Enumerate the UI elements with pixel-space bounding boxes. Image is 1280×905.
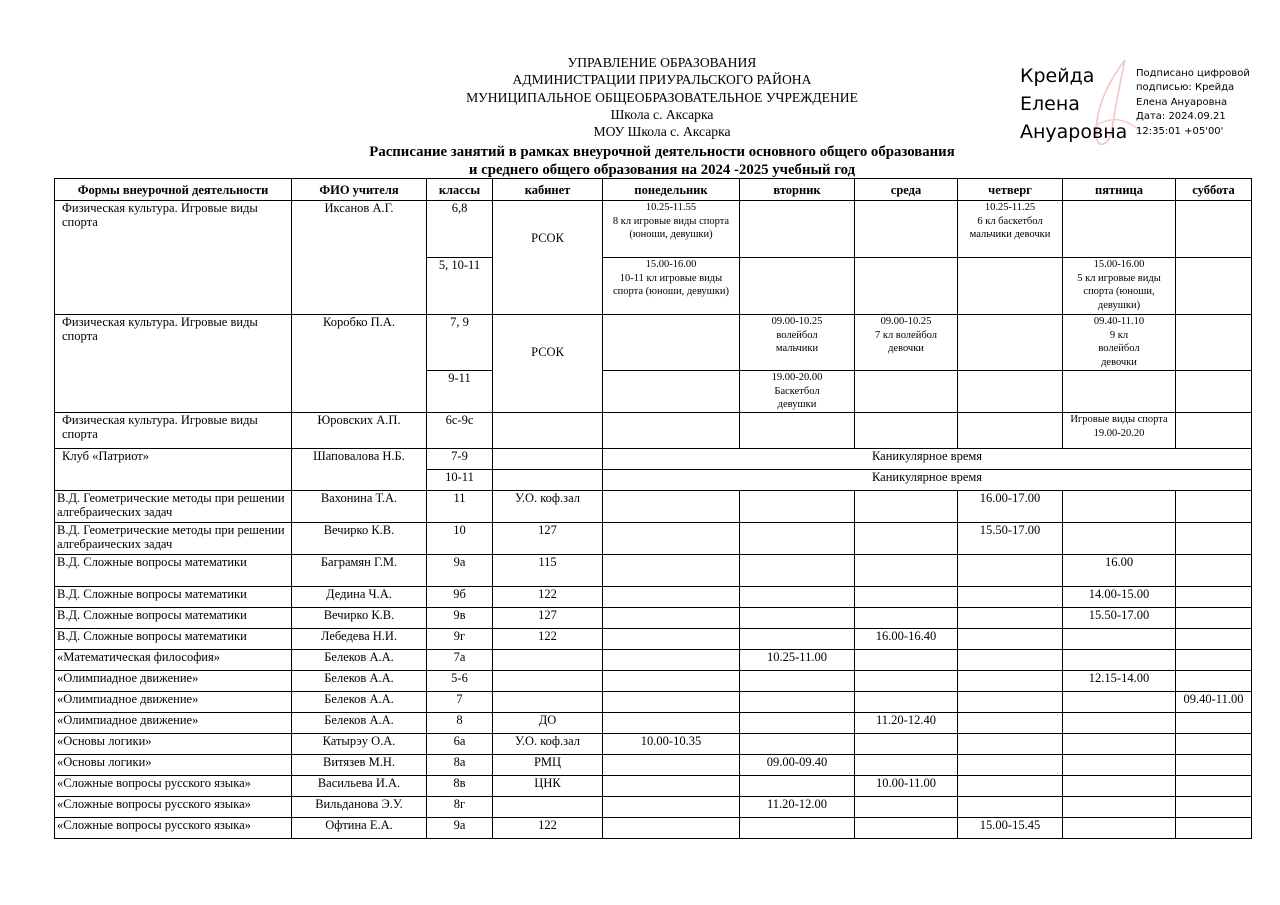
cell-saturday [1176,734,1252,755]
signature-info-line: подписью: Крейда [1136,82,1235,94]
cell-friday [1063,491,1176,523]
table-row [55,755,1252,776]
cell-form: Физическая культура. Игровые виды спорта [55,201,292,315]
table-row [55,201,1252,258]
cell-form: «Олимпиадное движение» [55,713,292,734]
cell-teacher: Белеков А.А. [292,650,427,671]
cell-friday: 15.50-17.00 [1063,608,1176,629]
cell-saturday [1176,755,1252,776]
cell-wednesday [855,523,958,555]
cell-saturday [1176,491,1252,523]
cell-classes: 8в [427,776,493,797]
cell-saturday: 09.40-11.00 [1176,692,1252,713]
col-header-tuesday: вторник [740,179,855,201]
cell-teacher: Лебедева Н.И. [292,629,427,650]
cell-wednesday [855,755,958,776]
cell-saturday [1176,555,1252,587]
cell-wednesday [855,671,958,692]
cell-monday [603,587,740,608]
cell-room: 122 [493,587,603,608]
cell-classes: 9г [427,629,493,650]
cell-classes: 7а [427,650,493,671]
cell-teacher: Дедина Ч.А. [292,587,427,608]
cell-classes: 9а [427,555,493,587]
cell-wednesday [855,734,958,755]
cell-tuesday [740,818,855,839]
cell-tuesday [740,523,855,555]
cell-saturday [1176,818,1252,839]
title-line-1: Расписание занятий в рамках внеурочной деятельности основного общего образования [369,144,955,160]
cell-teacher: Офтина Е.А. [292,818,427,839]
cell-thursday: 15.00-15.45 [958,818,1063,839]
cell-wednesday: 11.20-12.40 [855,713,958,734]
cell-monday [603,523,740,555]
cell-saturday [1176,413,1252,449]
cell-form: «Олимпиадное движение» [55,692,292,713]
signature-info-line: 12:35:01 +05'00' [1136,125,1224,137]
cell-classes: 8а [427,755,493,776]
table-row [55,608,1252,629]
cell-friday [1063,818,1176,839]
cell-form: «Сложные вопросы русского языка» [55,797,292,818]
cell-form: В.Д. Сложные вопросы математики [55,608,292,629]
cell-friday [1063,692,1176,713]
cell-friday [1063,629,1176,650]
cell-wednesday [855,692,958,713]
table-row [55,449,1252,470]
cell-thursday [958,371,1063,413]
cell-room [493,671,603,692]
signature-info-line: Дата: 2024.09.21 [1136,111,1226,123]
cell-room: У.О. коф.зал [493,734,603,755]
cell-tuesday [740,608,855,629]
cell-friday [1063,713,1176,734]
cell-classes: 7-9 [427,449,493,470]
cell-monday [603,371,740,413]
signature-info-line: Подписано цифровой [1136,68,1250,79]
cell-monday [603,315,740,371]
cell-wednesday [855,587,958,608]
cell-monday [603,555,740,587]
header-line: АДМИНИСТРАЦИИ ПРИУРАЛЬСКОГО РАЙОНА [512,72,812,88]
cell-teacher: Вильданова Э.У. [292,797,427,818]
document-header [262,54,1062,140]
cell-tuesday [740,629,855,650]
cell-tuesday: 10.25-11.00 [740,650,855,671]
cell-monday: 10.25-11.55 8 кл игровые виды спорта (юноши, девушки) [603,201,740,258]
cell-classes: 6а [427,734,493,755]
cell-friday [1063,776,1176,797]
cell-classes: 9в [427,608,493,629]
cell-classes: 9б [427,587,493,608]
cell-teacher: Юровских А.П. [292,413,427,449]
cell-classes: 6,8 [427,201,493,258]
cell-teacher: Шаповалова Н.Б. [292,449,427,491]
col-header-classes: классы [427,179,493,201]
cell-teacher: Васильева И.А. [292,776,427,797]
cell-teacher: Вахонина Т.А. [292,491,427,523]
cell-thursday [958,734,1063,755]
table-row [55,491,1252,523]
cell-saturday [1176,258,1252,315]
signature-name-line: Ануаровна [1020,121,1128,143]
cell-form: Физическая культура. Игровые виды спорта [55,315,292,413]
cell-form: «Основы логики» [55,755,292,776]
cell-thursday [958,315,1063,371]
cell-saturday [1176,201,1252,258]
cell-wednesday [855,258,958,315]
cell-friday: 14.00-15.00 [1063,587,1176,608]
cell-room: ДО [493,713,603,734]
cell-friday [1063,201,1176,258]
cell-monday [603,776,740,797]
cell-thursday [958,671,1063,692]
schedule-table [54,178,1252,839]
cell-teacher: Вечирко К.В. [292,523,427,555]
cell-thursday [958,755,1063,776]
cell-tuesday [740,258,855,315]
table-row [55,671,1252,692]
col-header-friday: пятница [1063,179,1176,201]
cell-wednesday [855,818,958,839]
cell-tuesday: 09.00-10.25 волейбол мальчики [740,315,855,371]
cell-room: 115 [493,555,603,587]
cell-tuesday [740,413,855,449]
cell-tuesday: 11.20-12.00 [740,797,855,818]
cell-wednesday [855,608,958,629]
cell-holiday-note: Каникулярное время [603,470,1252,491]
table-row [55,555,1252,587]
cell-teacher: Иксанов А.Г. [292,201,427,315]
table-row [55,413,1252,449]
cell-teacher: Белеков А.А. [292,692,427,713]
cell-wednesday: 09.00-10.25 7 кл волейбол девочки [855,315,958,371]
cell-thursday [958,608,1063,629]
cell-friday [1063,734,1176,755]
table-row [55,776,1252,797]
table-row [55,523,1252,555]
digital-signature-info [1136,67,1250,139]
cell-tuesday: 19.00-20.00 Баскетбол девушки [740,371,855,413]
cell-monday [603,671,740,692]
cell-wednesday [855,371,958,413]
table-row [55,818,1252,839]
table-row [55,315,1252,371]
cell-thursday [958,629,1063,650]
cell-wednesday [855,491,958,523]
cell-tuesday [740,587,855,608]
cell-room: ЦНК [493,776,603,797]
cell-monday [603,413,740,449]
cell-wednesday [855,555,958,587]
cell-teacher: Катырэу О.А. [292,734,427,755]
cell-monday [603,755,740,776]
title-line-2: и среднего общего образования на 2024 -2025 учебный год [468,162,856,178]
cell-thursday [958,587,1063,608]
col-header-wednesday: среда [855,179,958,201]
cell-room [493,650,603,671]
cell-classes: 5-6 [427,671,493,692]
cell-classes: 11 [427,491,493,523]
cell-saturday [1176,587,1252,608]
digital-signature-name [1020,62,1127,146]
cell-classes: 6с-9с [427,413,493,449]
cell-form: В.Д. Сложные вопросы математики [55,587,292,608]
col-header-room: кабинет [493,179,603,201]
cell-tuesday [740,734,855,755]
cell-monday [603,650,740,671]
cell-monday [603,692,740,713]
cell-room [493,470,603,491]
cell-thursday [958,776,1063,797]
signature-info-line: Елена Ануаровна [1136,96,1228,108]
table-row [55,629,1252,650]
cell-room: У.О. коф.зал [493,491,603,523]
cell-saturday [1176,523,1252,555]
cell-tuesday: 09.00-09.40 [740,755,855,776]
cell-form: Физическая культура. Игровые виды спорта [55,413,292,449]
cell-thursday [958,555,1063,587]
cell-wednesday: 16.00-16.40 [855,629,958,650]
cell-thursday: 10.25-11.25 6 кл баскетбол мальчики девочки [958,201,1063,258]
cell-form: Клуб «Патриот» [55,449,292,491]
cell-tuesday [740,491,855,523]
col-header-form: Формы внеурочной деятельности [55,179,292,201]
cell-form: В.Д. Сложные вопросы математики [55,555,292,587]
cell-wednesday [855,650,958,671]
cell-thursday [958,258,1063,315]
signature-name-line: Крейда [1020,65,1095,87]
cell-friday: 15.00-16.00 5 кл игровые виды спорта (юноши, девушки) [1063,258,1176,315]
cell-friday [1063,650,1176,671]
cell-thursday [958,650,1063,671]
header-line: Школа с. Аксарка [610,106,714,122]
table-row [55,734,1252,755]
cell-tuesday [740,692,855,713]
header-line: УПРАВЛЕНИЕ ОБРАЗОВАНИЯ [567,55,757,70]
cell-classes: 7 [427,692,493,713]
cell-monday [603,818,740,839]
cell-classes: 7, 9 [427,315,493,371]
cell-room: РМЦ [493,755,603,776]
cell-classes: 5, 10-11 [427,258,493,315]
cell-saturday [1176,315,1252,371]
cell-form: «Математическая философия» [55,650,292,671]
cell-monday [603,608,740,629]
cell-wednesday [855,413,958,449]
cell-friday: Игровые виды спорта 19.00-20.20 [1063,413,1176,449]
cell-thursday: 15.50-17.00 [958,523,1063,555]
cell-saturday [1176,776,1252,797]
cell-monday: 15.00-16.00 10-11 кл игровые виды спорта (юноши, девушки) [603,258,740,315]
cell-friday [1063,523,1176,555]
cell-friday: 16.00 [1063,555,1176,587]
cell-classes: 9-11 [427,371,493,413]
cell-form: «Основы логики» [55,734,292,755]
cell-form: В.Д. Сложные вопросы математики [55,629,292,650]
cell-monday [603,629,740,650]
cell-room [493,692,603,713]
cell-thursday [958,692,1063,713]
cell-classes: 8г [427,797,493,818]
table-header-row [55,179,1252,201]
cell-form: В.Д. Геометрические методы при решении алгебраических задач [55,491,292,523]
cell-monday [603,491,740,523]
cell-room: 122 [493,818,603,839]
cell-saturday [1176,608,1252,629]
cell-form: «Сложные вопросы русского языка» [55,776,292,797]
cell-wednesday [855,201,958,258]
cell-teacher: Баграмян Г.М. [292,555,427,587]
cell-friday [1063,371,1176,413]
cell-tuesday [740,671,855,692]
cell-friday [1063,755,1176,776]
table-row [55,797,1252,818]
cell-room: 127 [493,608,603,629]
cell-friday: 12.15-14.00 [1063,671,1176,692]
cell-friday: 09.40-11.10 9 кл волейбол девочки [1063,315,1176,371]
cell-friday [1063,797,1176,818]
cell-form: «Олимпиадное движение» [55,671,292,692]
cell-teacher: Витязев М.Н. [292,755,427,776]
cell-teacher: Коробко П.А. [292,315,427,413]
col-header-saturday: суббота [1176,179,1252,201]
cell-saturday [1176,797,1252,818]
cell-tuesday [740,776,855,797]
col-header-monday: понедельник [603,179,740,201]
cell-wednesday [855,797,958,818]
cell-thursday [958,797,1063,818]
cell-monday [603,713,740,734]
cell-classes: 8 [427,713,493,734]
cell-form: В.Д. Геометрические методы при решении алгебраических задач [55,523,292,555]
cell-classes: 9а [427,818,493,839]
cell-teacher: Вечирко К.В. [292,608,427,629]
col-header-teacher: ФИО учителя [292,179,427,201]
cell-thursday [958,713,1063,734]
col-header-thursday: четверг [958,179,1063,201]
cell-room: 122 [493,629,603,650]
cell-saturday [1176,629,1252,650]
cell-monday [603,797,740,818]
cell-room: 127 [493,523,603,555]
table-row [55,587,1252,608]
cell-room [493,413,603,449]
table-row [55,713,1252,734]
cell-classes: 10 [427,523,493,555]
cell-saturday [1176,371,1252,413]
cell-form: «Сложные вопросы русского языка» [55,818,292,839]
cell-tuesday [740,201,855,258]
cell-holiday-note: Каникулярное время [603,449,1252,470]
cell-saturday [1176,713,1252,734]
cell-monday: 10.00-10.35 [603,734,740,755]
cell-tuesday [740,555,855,587]
cell-classes: 10-11 [427,470,493,491]
signature-name-line: Елена [1020,93,1080,115]
cell-teacher: Белеков А.А. [292,713,427,734]
cell-wednesday: 10.00-11.00 [855,776,958,797]
cell-tuesday [740,713,855,734]
cell-saturday [1176,650,1252,671]
cell-thursday [958,413,1063,449]
cell-room [493,449,603,470]
cell-saturday [1176,671,1252,692]
cell-teacher: Белеков А.А. [292,671,427,692]
header-line: МОУ Школа с. Аксарка [593,124,731,140]
document-title [262,143,1062,179]
cell-room: РСОК [493,201,603,315]
cell-room [493,797,603,818]
table-row [55,692,1252,713]
table-row [55,650,1252,671]
cell-thursday: 16.00-17.00 [958,491,1063,523]
header-line: МУНИЦИПАЛЬНОЕ ОБЩЕОБРАЗОВАТЕЛЬНОЕ УЧРЕЖДЕНИЕ [466,89,858,105]
cell-room: РСОК [493,315,603,413]
